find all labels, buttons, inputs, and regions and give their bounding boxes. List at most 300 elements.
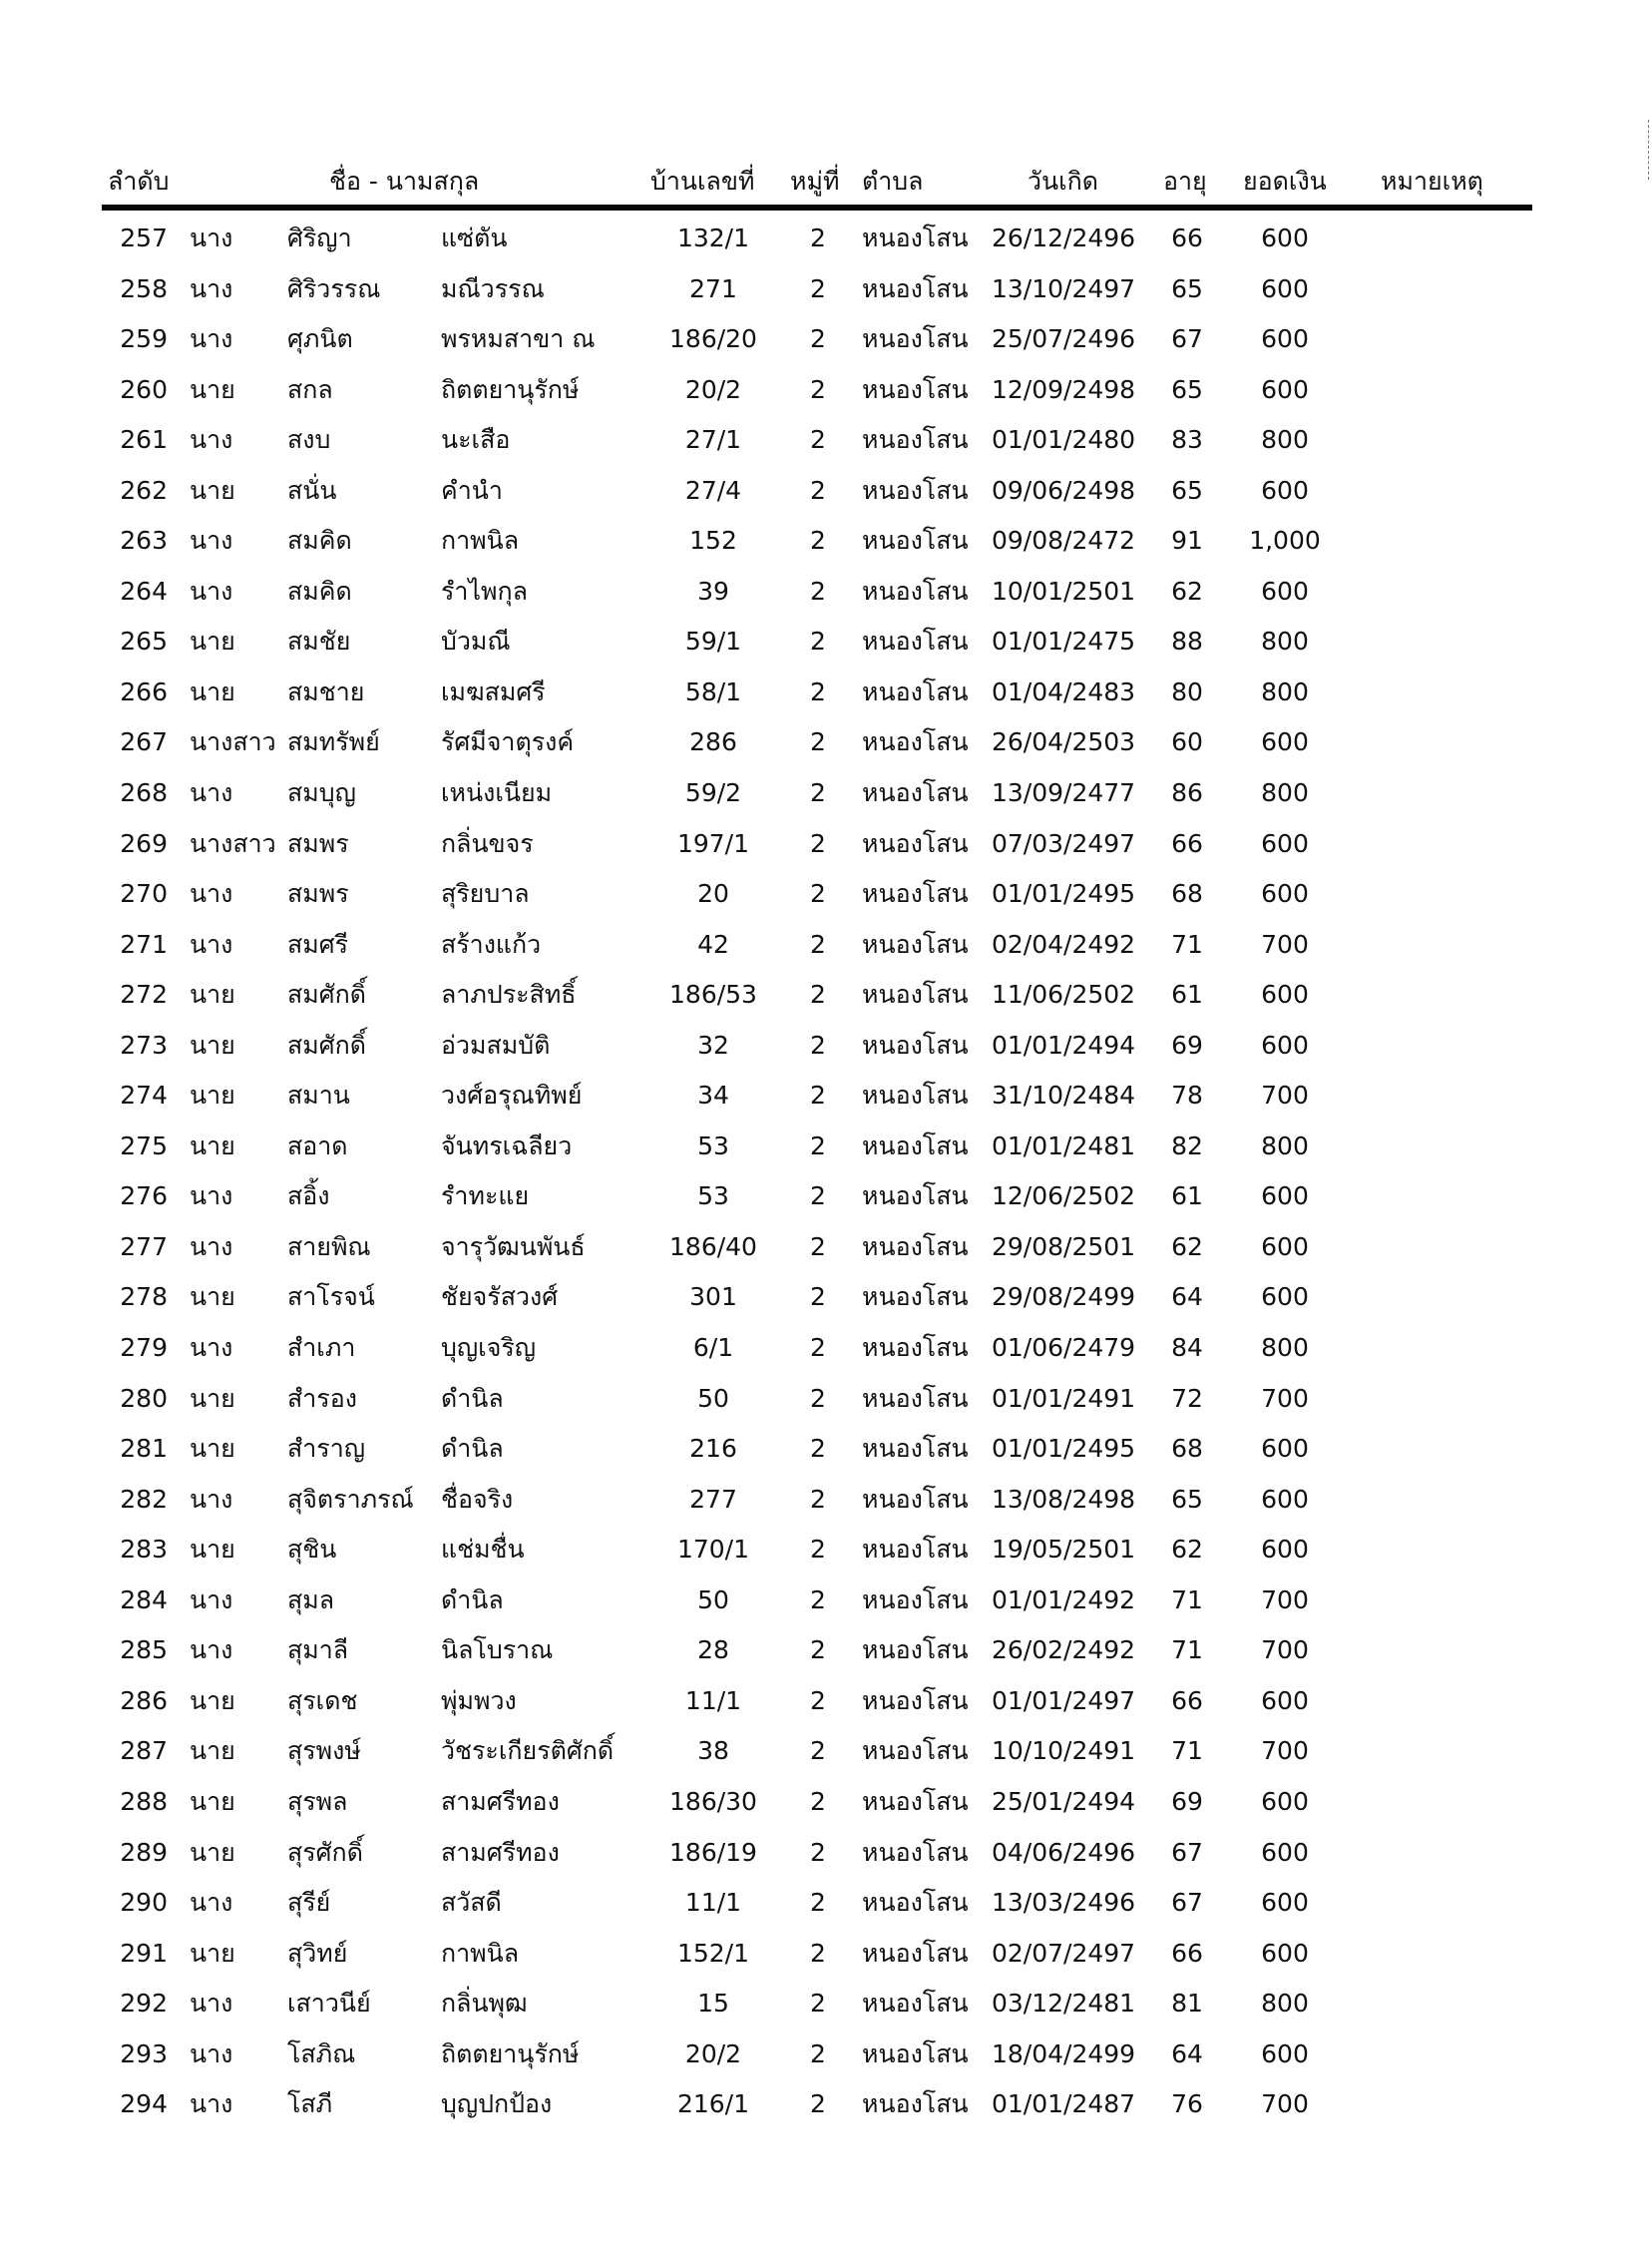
- cell-title: นาง: [190, 224, 233, 252]
- cell-subdistrict: หนองโสน: [862, 1333, 969, 1363]
- cell-moo: 2: [810, 929, 826, 959]
- cell-first-name: ศุภนิต: [287, 324, 353, 354]
- table-row: [0, 214, 1652, 264]
- cell-house-no: 59/2: [684, 778, 742, 808]
- cell-first-name: สมชาย: [287, 676, 365, 706]
- cell-age: 68: [1171, 1434, 1203, 1464]
- cell-amount: 600: [1261, 1231, 1309, 1261]
- cell-age: 84: [1171, 1333, 1203, 1363]
- table-row: [0, 1625, 1652, 1676]
- cell-subdistrict: หนองโสน: [862, 1081, 969, 1111]
- cell-no: 293: [120, 2038, 168, 2068]
- cell-subdistrict: หนองโสน: [862, 1535, 969, 1565]
- cell-amount: 600: [1261, 1938, 1309, 1968]
- cell-title: นาง: [190, 324, 233, 354]
- cell-no: 285: [120, 1635, 168, 1665]
- cell-no: 282: [120, 1484, 168, 1514]
- cell-house-no: 38: [697, 1736, 729, 1766]
- table-row: [0, 1525, 1652, 1576]
- cell-no: 284: [120, 1584, 168, 1614]
- cell-title: นาย: [190, 475, 235, 505]
- cell-last-name: สวัสดี: [441, 1888, 502, 1918]
- cell-title: นาง: [190, 1635, 233, 1665]
- cell-dob: 13/09/2477: [992, 778, 1136, 808]
- cell-subdistrict: หนองโสน: [862, 1685, 969, 1715]
- cell-age: 78: [1171, 1081, 1203, 1111]
- cell-moo: 2: [810, 1685, 826, 1715]
- table-row: [0, 1929, 1652, 1980]
- cell-no: 268: [120, 778, 168, 808]
- cell-subdistrict: หนองโสน: [862, 627, 969, 657]
- cell-no: 292: [120, 1989, 168, 2019]
- cell-house-no: 170/1: [676, 1535, 750, 1565]
- cell-last-name: พรหมสาขา ณ: [441, 324, 596, 354]
- cell-title: นาง: [190, 2038, 233, 2068]
- cell-title: นาย: [190, 1130, 235, 1160]
- table-row: [0, 819, 1652, 870]
- cell-first-name: สุวิทย์: [287, 1938, 348, 1968]
- cell-subdistrict: หนองโสน: [862, 1030, 969, 1060]
- cell-dob: 18/04/2499: [992, 2038, 1136, 2068]
- cell-moo: 2: [810, 1938, 826, 1968]
- cell-no: 267: [120, 727, 168, 757]
- table-row: [0, 567, 1652, 618]
- cell-first-name: สมบุญ: [287, 778, 356, 808]
- cell-title: นาย: [190, 1786, 235, 1816]
- cell-dob: 01/01/2497: [992, 1685, 1136, 1715]
- cell-house-no: 11/1: [684, 1888, 742, 1918]
- cell-subdistrict: หนองโสน: [862, 1181, 969, 1211]
- cell-dob: 26/02/2492: [992, 1635, 1136, 1665]
- cell-first-name: สมาน: [287, 1081, 350, 1111]
- cell-house-no: 20: [697, 879, 729, 909]
- cell-first-name: ศิริญา: [287, 224, 352, 252]
- cell-no: 261: [120, 425, 168, 455]
- cell-dob: 01/01/2494: [992, 1030, 1136, 1060]
- cell-house-no: 186/19: [669, 1837, 757, 1867]
- cell-amount: 800: [1261, 676, 1309, 706]
- table-row: [0, 1576, 1652, 1626]
- cell-age: 72: [1171, 1383, 1203, 1413]
- cell-age: 60: [1171, 727, 1203, 757]
- cell-subdistrict: หนองโสน: [862, 929, 969, 959]
- table-row: [0, 869, 1652, 920]
- cell-amount: 600: [1261, 980, 1309, 1010]
- cell-no: 294: [120, 2089, 168, 2119]
- cell-first-name: สายพิณ: [287, 1231, 371, 1261]
- cell-no: 288: [120, 1786, 168, 1816]
- cell-no: 263: [120, 526, 168, 556]
- cell-house-no: 186/53: [669, 980, 757, 1010]
- cell-age: 71: [1171, 1736, 1203, 1766]
- cell-subdistrict: หนองโสน: [862, 2089, 969, 2119]
- cell-dob: 01/01/2491: [992, 1383, 1136, 1413]
- cell-title: นาง: [190, 425, 233, 455]
- cell-subdistrict: หนองโสน: [862, 828, 969, 858]
- cell-age: 65: [1171, 273, 1203, 303]
- cell-no: 270: [120, 879, 168, 909]
- cell-last-name: ถิตตยานุรักษ์: [441, 2038, 580, 2068]
- cell-title: นาย: [190, 1535, 235, 1565]
- cell-last-name: รำไพกุล: [441, 576, 528, 606]
- cell-dob: 01/01/2495: [992, 879, 1136, 909]
- cell-last-name: แซ่ตัน: [441, 224, 508, 252]
- cell-subdistrict: หนองโสน: [862, 1231, 969, 1261]
- cell-subdistrict: หนองโสน: [862, 1282, 969, 1312]
- cell-title: นาง: [190, 526, 233, 556]
- cell-age: 66: [1171, 224, 1203, 252]
- cell-first-name: สมคิด: [287, 576, 352, 606]
- cell-no: 281: [120, 1434, 168, 1464]
- cell-house-no: 28: [697, 1635, 729, 1665]
- cell-title: นาย: [190, 374, 235, 404]
- cell-age: 61: [1171, 980, 1203, 1010]
- cell-dob: 01/01/2480: [992, 425, 1136, 455]
- cell-moo: 2: [810, 1333, 826, 1363]
- cell-moo: 2: [810, 1282, 826, 1312]
- cell-moo: 2: [810, 374, 826, 404]
- cell-moo: 2: [810, 1081, 826, 1111]
- cell-house-no: 58/1: [684, 676, 742, 706]
- cell-no: 276: [120, 1181, 168, 1211]
- cell-title: นาย: [190, 676, 235, 706]
- cell-house-no: 27/4: [684, 475, 742, 505]
- cell-first-name: สุรเดช: [287, 1685, 358, 1715]
- cell-amount: 600: [1261, 1837, 1309, 1867]
- cell-first-name: สำราญ: [287, 1434, 366, 1464]
- cell-house-no: 20/2: [684, 2038, 742, 2068]
- cell-dob: 09/08/2472: [992, 526, 1136, 556]
- cell-first-name: สอาด: [287, 1130, 348, 1160]
- cell-no: 273: [120, 1030, 168, 1060]
- table-row: [0, 1828, 1652, 1879]
- cell-dob: 01/04/2483: [992, 676, 1136, 706]
- cell-amount: 1,000: [1249, 526, 1321, 556]
- cell-dob: 01/01/2495: [992, 1434, 1136, 1464]
- cell-age: 65: [1171, 1484, 1203, 1514]
- cell-moo: 2: [810, 1989, 826, 2019]
- cell-last-name: รัศมีจาตุรงค์: [441, 727, 575, 757]
- cell-title: นาย: [190, 1282, 235, 1312]
- cell-amount: 800: [1261, 1130, 1309, 1160]
- cell-first-name: เสาวนีย์: [287, 1989, 371, 2019]
- cell-title: นาง: [190, 2089, 233, 2119]
- cell-age: 83: [1171, 425, 1203, 455]
- cell-no: 291: [120, 1938, 168, 1968]
- cell-last-name: จารุวัฒนพันธ์: [441, 1231, 586, 1261]
- cell-moo: 2: [810, 1434, 826, 1464]
- cell-dob: 12/06/2502: [992, 1181, 1136, 1211]
- cell-amount: 600: [1261, 1434, 1309, 1464]
- header-rule: [102, 205, 1532, 211]
- cell-first-name: สาโรจน์: [287, 1282, 375, 1312]
- cell-first-name: โสภิณ: [287, 2038, 356, 2068]
- cell-last-name: สามศรีทอง: [441, 1837, 560, 1867]
- cell-dob: 07/03/2497: [992, 828, 1136, 858]
- cell-house-no: 186/20: [669, 324, 757, 354]
- cell-dob: 11/06/2502: [992, 980, 1136, 1010]
- cell-age: 67: [1171, 1888, 1203, 1918]
- cell-house-no: 186/40: [669, 1231, 757, 1261]
- cell-dob: 02/04/2492: [992, 929, 1136, 959]
- cell-no: 269: [120, 828, 168, 858]
- cell-last-name: ชื่อจริง: [441, 1484, 514, 1514]
- cell-last-name: ชัยจรัสวงศ์: [441, 1282, 559, 1312]
- cell-subdistrict: หนองโสน: [862, 374, 969, 404]
- cell-title: นาย: [190, 1383, 235, 1413]
- cell-moo: 2: [810, 1535, 826, 1565]
- cell-age: 71: [1171, 1584, 1203, 1614]
- cell-first-name: สมศักดิ์: [287, 980, 366, 1010]
- header-dob: วันเกิด: [1028, 167, 1099, 196]
- cell-dob: 26/04/2503: [992, 727, 1136, 757]
- cell-age: 64: [1171, 1282, 1203, 1312]
- cell-title: นาง: [190, 778, 233, 808]
- cell-house-no: 34: [697, 1081, 729, 1111]
- cell-age: 62: [1171, 1535, 1203, 1565]
- cell-last-name: เมฆสมศรี: [441, 676, 546, 706]
- cell-moo: 2: [810, 2038, 826, 2068]
- cell-age: 86: [1171, 778, 1203, 808]
- cell-no: 279: [120, 1333, 168, 1363]
- cell-house-no: 152/1: [676, 1938, 750, 1968]
- cell-subdistrict: หนองโสน: [862, 425, 969, 455]
- cell-moo: 2: [810, 1181, 826, 1211]
- cell-dob: 01/06/2479: [992, 1333, 1136, 1363]
- cell-age: 67: [1171, 324, 1203, 354]
- cell-dob: 13/08/2498: [992, 1484, 1136, 1514]
- cell-moo: 2: [810, 1584, 826, 1614]
- cell-dob: 26/12/2496: [992, 224, 1136, 252]
- table-row: [0, 970, 1652, 1021]
- cell-title: นาง: [190, 1989, 233, 2019]
- cell-amount: 600: [1261, 1181, 1309, 1211]
- cell-title: นาง: [190, 1484, 233, 1514]
- cell-moo: 2: [810, 1786, 826, 1816]
- cell-age: 68: [1171, 879, 1203, 909]
- cell-no: 277: [120, 1231, 168, 1261]
- table-row: [0, 466, 1652, 517]
- cell-subdistrict: หนองโสน: [862, 676, 969, 706]
- cell-last-name: อ่วมสมบัติ: [441, 1030, 551, 1060]
- cell-amount: 600: [1261, 324, 1309, 354]
- cell-house-no: 11/1: [684, 1685, 742, 1715]
- cell-last-name: ถิตตยานุรักษ์: [441, 374, 580, 404]
- cell-house-no: 186/30: [669, 1786, 757, 1816]
- cell-dob: 10/01/2501: [992, 576, 1136, 606]
- cell-age: 71: [1171, 1635, 1203, 1665]
- cell-subdistrict: หนองโสน: [862, 727, 969, 757]
- cell-moo: 2: [810, 1130, 826, 1160]
- cell-amount: 600: [1261, 2038, 1309, 2068]
- table-row: [0, 920, 1652, 971]
- cell-title: นาง: [190, 1888, 233, 1918]
- cell-title: นาย: [190, 980, 235, 1010]
- cell-first-name: สุมล: [287, 1584, 335, 1614]
- cell-house-no: 42: [697, 929, 729, 959]
- cell-moo: 2: [810, 1635, 826, 1665]
- cell-moo: 2: [810, 2089, 826, 2119]
- cell-dob: 29/08/2499: [992, 1282, 1136, 1312]
- cell-subdistrict: หนองโสน: [862, 324, 969, 354]
- cell-no: 286: [120, 1685, 168, 1715]
- cell-age: 66: [1171, 1938, 1203, 1968]
- cell-moo: 2: [810, 1888, 826, 1918]
- cell-first-name: สุรศักดิ์: [287, 1837, 363, 1867]
- cell-title: นาย: [190, 1030, 235, 1060]
- cell-house-no: 27/1: [684, 425, 742, 455]
- cell-house-no: 277: [689, 1484, 737, 1514]
- cell-moo: 2: [810, 475, 826, 505]
- cell-moo: 2: [810, 576, 826, 606]
- cell-house-no: 50: [697, 1383, 729, 1413]
- cell-no: 266: [120, 676, 168, 706]
- cell-amount: 600: [1261, 475, 1309, 505]
- table-row: [0, 264, 1652, 315]
- cell-dob: 01/01/2487: [992, 2089, 1136, 2119]
- table-row: [0, 1222, 1652, 1273]
- cell-house-no: 39: [697, 576, 729, 606]
- cell-first-name: สุรพงษ์: [287, 1736, 361, 1766]
- cell-amount: 600: [1261, 1030, 1309, 1060]
- cell-last-name: กาพนิล: [441, 1938, 520, 1968]
- cell-dob: 03/12/2481: [992, 1989, 1136, 2019]
- cell-amount: 800: [1261, 1989, 1309, 2019]
- table-row: [0, 2079, 1652, 2130]
- cell-dob: 25/07/2496: [992, 324, 1136, 354]
- cell-age: 65: [1171, 475, 1203, 505]
- cell-dob: 01/01/2475: [992, 627, 1136, 657]
- cell-moo: 2: [810, 526, 826, 556]
- cell-first-name: สมศักดิ์: [287, 1030, 366, 1060]
- cell-title: นาง: [190, 1231, 233, 1261]
- cell-amount: 600: [1261, 1484, 1309, 1514]
- cell-last-name: นะเสือ: [441, 425, 511, 455]
- cell-no: 280: [120, 1383, 168, 1413]
- cell-moo: 2: [810, 224, 826, 252]
- cell-moo: 2: [810, 980, 826, 1010]
- table-row: [0, 717, 1652, 768]
- table-row: [0, 617, 1652, 668]
- cell-last-name: นิลโบราณ: [441, 1635, 554, 1665]
- cell-last-name: กลิ่นขจร: [441, 828, 534, 858]
- cell-amount: 800: [1261, 425, 1309, 455]
- header-amount: ยอดเงิน: [1243, 167, 1327, 196]
- cell-amount: 700: [1261, 2089, 1309, 2119]
- cell-moo: 2: [810, 1231, 826, 1261]
- cell-last-name: ดำนิล: [441, 1584, 504, 1614]
- cell-dob: 02/07/2497: [992, 1938, 1136, 1968]
- cell-last-name: สร้างแก้ว: [441, 929, 542, 959]
- cell-age: 88: [1171, 627, 1203, 657]
- cell-first-name: สุจิตราภรณ์: [287, 1484, 414, 1514]
- cell-amount: 600: [1261, 273, 1309, 303]
- cell-subdistrict: หนองโสน: [862, 1989, 969, 2019]
- cell-last-name: บุญปกป้อง: [441, 2089, 553, 2119]
- cell-age: 82: [1171, 1130, 1203, 1160]
- cell-dob: 29/08/2501: [992, 1231, 1136, 1261]
- cell-amount: 600: [1261, 1685, 1309, 1715]
- table-row: [0, 1726, 1652, 1777]
- cell-title: นาง: [190, 1181, 233, 1211]
- cell-age: 64: [1171, 2038, 1203, 2068]
- cell-subdistrict: หนองโสน: [862, 2038, 969, 2068]
- table-row: [0, 1272, 1652, 1323]
- cell-first-name: สุมาลี: [287, 1635, 349, 1665]
- table-body: [0, 214, 1652, 2130]
- header-no: ลำดับ: [108, 167, 170, 196]
- cell-title: นาย: [190, 1081, 235, 1111]
- cell-subdistrict: หนองโสน: [862, 1888, 969, 1918]
- cell-first-name: สมชัย: [287, 627, 351, 657]
- cell-amount: 600: [1261, 374, 1309, 404]
- cell-moo: 2: [810, 1736, 826, 1766]
- cell-no: 264: [120, 576, 168, 606]
- cell-last-name: มณีวรรณ: [441, 273, 545, 303]
- cell-amount: 700: [1261, 1383, 1309, 1413]
- table-row: [0, 1475, 1652, 1526]
- cell-house-no: 152: [689, 526, 737, 556]
- table-row: [0, 1424, 1652, 1475]
- cell-last-name: แช่มชื่น: [441, 1535, 525, 1565]
- header-subdistrict: ตำบล: [862, 167, 924, 196]
- cell-last-name: คำนำ: [441, 475, 503, 505]
- cell-moo: 2: [810, 676, 826, 706]
- cell-no: 262: [120, 475, 168, 505]
- cell-subdistrict: หนองโสน: [862, 1383, 969, 1413]
- cell-house-no: 271: [689, 273, 737, 303]
- cell-dob: 13/03/2496: [992, 1888, 1136, 1918]
- cell-house-no: 197/1: [676, 828, 750, 858]
- cell-no: 274: [120, 1081, 168, 1111]
- cell-first-name: โสภี: [287, 2089, 333, 2119]
- cell-first-name: สุรีย์: [287, 1888, 331, 1918]
- table-row: [0, 1323, 1652, 1374]
- cell-house-no: 132/1: [676, 224, 750, 252]
- cell-first-name: สงบ: [287, 425, 331, 455]
- table-row: [0, 1878, 1652, 1929]
- cell-house-no: 301: [689, 1282, 737, 1312]
- cell-no: 257: [120, 224, 168, 252]
- cell-no: 260: [120, 374, 168, 404]
- table-row: [0, 314, 1652, 365]
- cell-house-no: 53: [697, 1181, 729, 1211]
- cell-title: นาง: [190, 273, 233, 303]
- cell-amount: 600: [1261, 224, 1309, 252]
- header-age: อายุ: [1163, 167, 1207, 196]
- cell-dob: 13/10/2497: [992, 273, 1136, 303]
- cell-first-name: สำเภา: [287, 1333, 356, 1363]
- cell-moo: 2: [810, 879, 826, 909]
- cell-dob: 19/05/2501: [992, 1535, 1136, 1565]
- cell-amount: 600: [1261, 1888, 1309, 1918]
- cell-first-name: สกล: [287, 374, 333, 404]
- header-note: หมายเหตุ: [1381, 167, 1483, 196]
- cell-first-name: สอิ้ง: [287, 1181, 330, 1211]
- cell-age: 69: [1171, 1786, 1203, 1816]
- table-row: [0, 668, 1652, 718]
- cell-moo: 2: [810, 425, 826, 455]
- cell-amount: 600: [1261, 727, 1309, 757]
- cell-subdistrict: หนองโสน: [862, 475, 969, 505]
- cell-title: นาย: [190, 1685, 235, 1715]
- cell-age: 91: [1171, 526, 1203, 556]
- cell-dob: 09/06/2498: [992, 475, 1136, 505]
- cell-dob: 04/06/2496: [992, 1837, 1136, 1867]
- cell-subdistrict: หนองโสน: [862, 1130, 969, 1160]
- cell-amount: 600: [1261, 1535, 1309, 1565]
- cell-subdistrict: หนองโสน: [862, 273, 969, 303]
